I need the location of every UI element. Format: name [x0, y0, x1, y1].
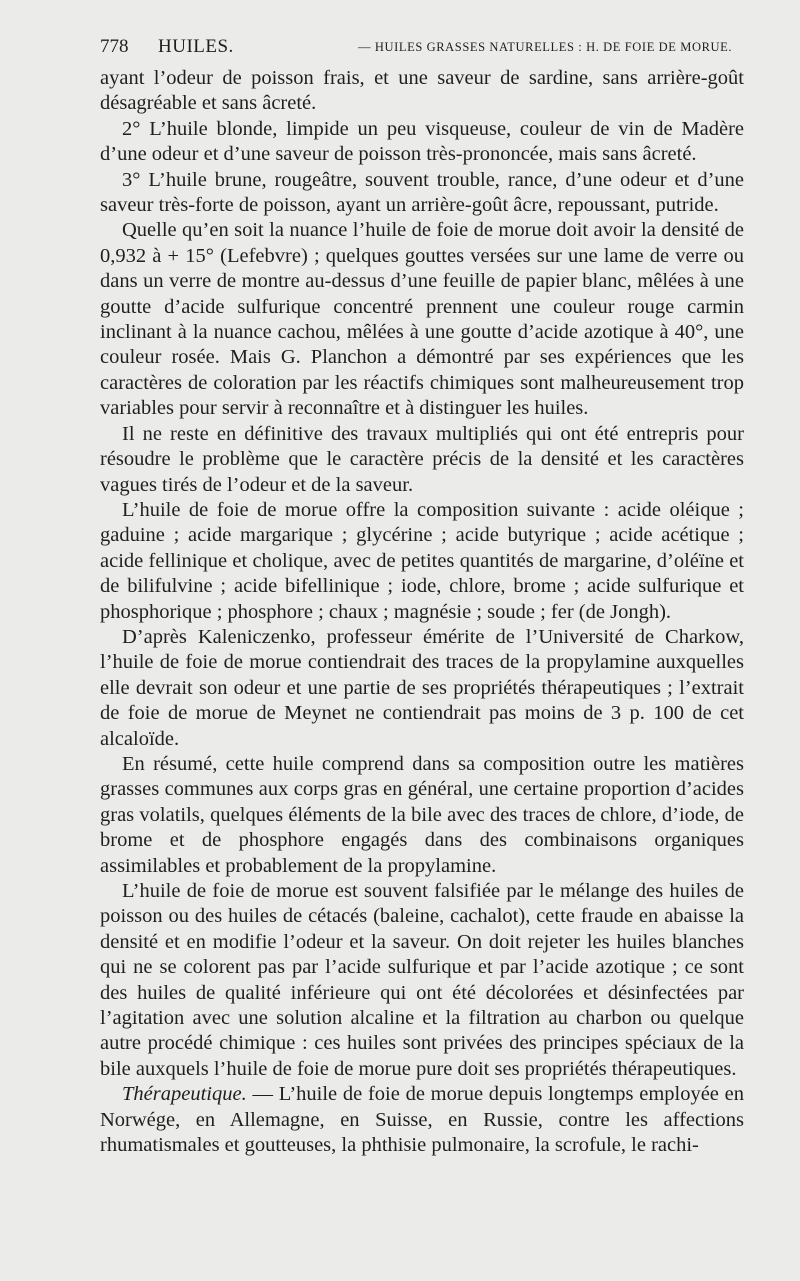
paragraph-falsification: L’huile de foie de morue est souvent falsifiée par le mélange des huiles de poisson ou des huiles de cétacés (baleine, cachalot), cette fraude en abaisse la densité et en modifie l’odeur et la saveur. On doit rejeter les huiles blanches qui ne se colorent pas par l’acide sulfurique et par l’acide azotique ; ce sont des huiles de qualité inférieure qui ont été décolorées et désinfectées par l’agitation avec une solution alcaline et la filtration au charbon ou quelque autre procédé chimique : ces huiles sont privées des principes spéciaux de la bile auxquels l’huile de foie de morue pure doit ses propriétés thérapeutiques.: [100, 880, 744, 1080]
paragraph-huile-brune: 3° L’huile brune, rougeâtre, souvent trouble, rance, d’une odeur et d’une saveur très-forte de poisson, ayant un arrière-goût âcre, repoussant, putride.: [100, 168, 744, 217]
paragraph-travaux: Il ne reste en définitive des travaux multipliés qui ont été entrepris pour résoudre le problème que le caractère précis de la densité et les caractères vagues tirés de l’odeur et de la saveur.: [100, 422, 744, 496]
paragraph-densite: Quelle qu’en soit la nuance l’huile de foie de morue doit avoir la densité de 0,932 à + 15° (Lefebvre) ; quelques gouttes versées sur une lame de verre ou dans un verre de montre au-dessus d’une feuille de papier blanc, mêlées à une goutte d’acide sulfurique concentré prennent une couleur rouge carmin inclinant à la nuance cachou, mêlées à une goutte d’acide azotique à 40°, une couleur rosée. Mais G. Planchon a démontré par ses expériences que les caractères de coloration par les réactifs chimiques sont malheureusement trop variables pour servir à reconnaître et à distinguer les huiles.: [100, 219, 744, 420]
paragraph-resume: En résumé, cette huile comprend dans sa composition outre les matières grasses communes aux corps gras en général, une certaine proportion d’acides gras volatils, quelques éléments de la bile avec des traces de chlore, d’iode, de brome et de phosphore engagés dans des combinaisons organiques assimilables et probablement de la propylamine.: [100, 752, 744, 877]
therapeutique-text: — L’huile de foie de morue depuis longtemps employée en Norwége, en Allemagne, en Suisse, en Russie, contre les affections rhumatismales et goutteuses, la phthisie pulmonaire, la scrofule, le rachi-: [100, 1083, 744, 1157]
page-header: [100, 36, 750, 58]
paragraph-huile-blonde: 2° L’huile blonde, limpide un peu visqueuse, couleur de vin de Madère d’une odeur et d’une saveur de poisson très-prononcée, mais sans âcreté.: [100, 117, 744, 166]
running-title: HUILES.: [158, 36, 234, 57]
paragraph-kaleniczenko: D’après Kaleniczenko, professeur émérite de l’Université de Charkow, l’huile de foie de morue contiendrait des traces de la propylamine auxquelles elle devrait son odeur et une partie de ses propriétés thérapeutiques ; l’extrait de foie de morue de Meynet ne contiendrait pas moins de 3 p. 100 de cet alcaloïde.: [100, 625, 744, 750]
section-title: — HUILES GRASSES NATURELLES : H. DE FOIE DE MORUE.: [358, 40, 733, 54]
paragraph-therapeutique: [100, 1082, 744, 1158]
paragraph-continuation: ayant l’odeur de poisson frais, et une saveur de sardine, sans arrière-goût désagréable et sans âcreté.: [100, 67, 744, 115]
page-number: 778: [100, 36, 129, 57]
therapeutique-label: Thérapeutique.: [122, 1083, 247, 1106]
body-text: [100, 66, 744, 1158]
paragraph-composition: L’huile de foie de morue offre la composition suivante : acide oléique ; gaduine ; acide margarique ; glycérine ; acide butyrique ; acide acétique ; acide fellinique et cholique, avec de petites quantités de margarine, d’oléïne et de bilifulvine ; acide bifellinique ; iode, chlore, brome ; acide sulfurique et phosphorique ; phosphore ; chaux ; magnésie ; soude ; fer (de Jongh).: [100, 498, 744, 623]
